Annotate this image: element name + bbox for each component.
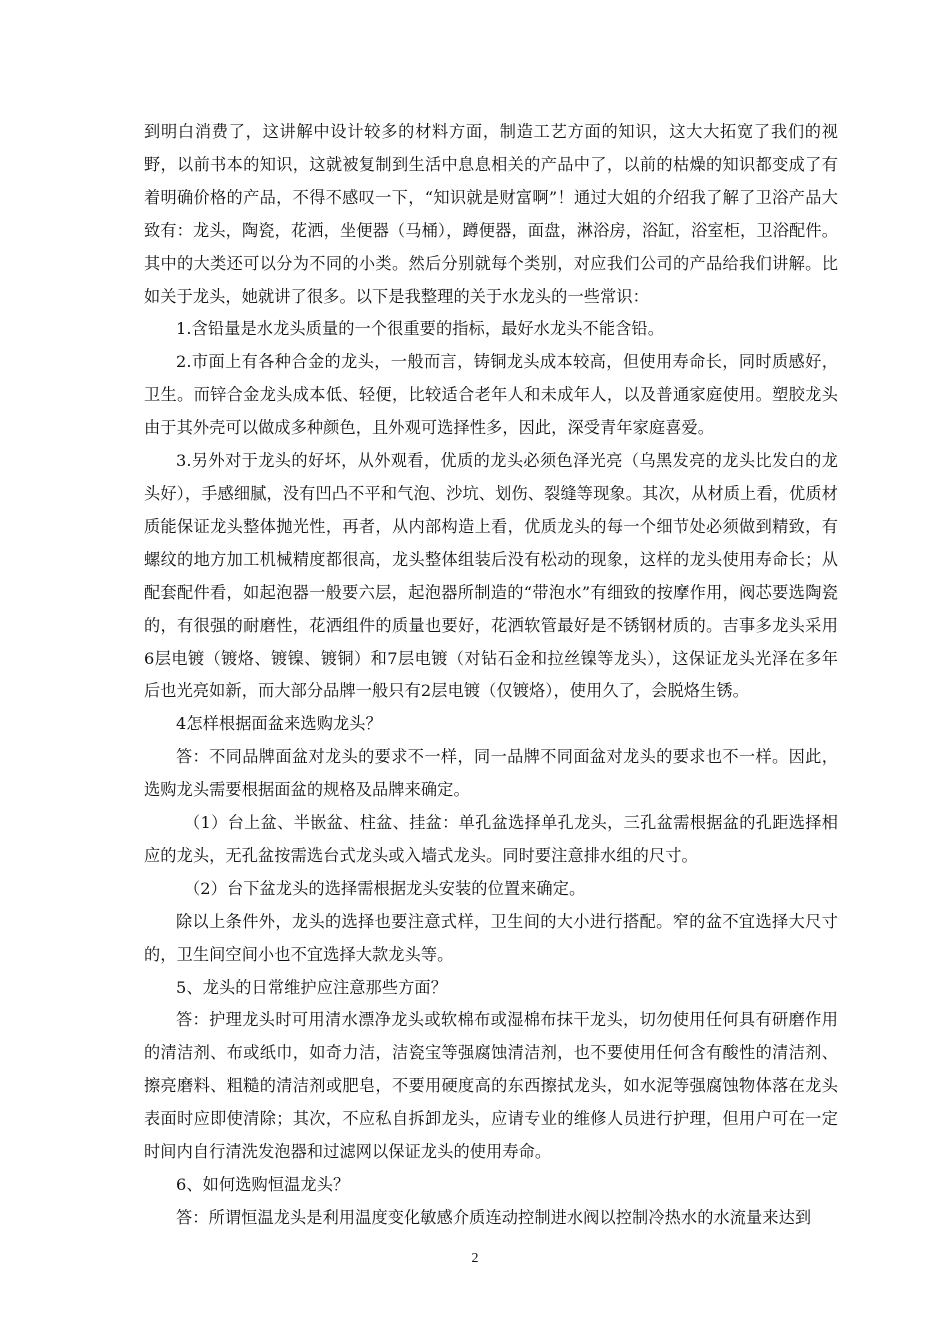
question-4-heading: 4怎样根据面盆来选购龙头？ — [176, 714, 382, 734]
point-2-paragraph: 2.市面上有各种合金的龙头，一般而言，铸铜龙头成本较高，但使用寿命长，同时质感好，卫生。而锌合金龙头成本低、轻便，比较适合老年人和未成年人，以及普通家庭使用。塑胶龙头由于其外壳可以做成多种颜色，且外观可选择性多，因此，深受青年家庭喜爱。 — [144, 352, 838, 438]
answer-4-note: 除以上条件外，龙头的选择也要注意式样，卫生间的大小进行搭配。窄的盆不宜选择大尺寸的，卫生间空间小也不宜选择大款龙头等。 — [144, 911, 838, 964]
body-paragraph: 到明白消费了，这讲解中设计较多的材料方面，制造工艺方面的知识，这大大拓宽了我们的视野，以前书本的知识，这就被复制到生活中息息相关的产品中了，以前的枯燥的知识都变成了有着明确价格的产品，不得不感叹一下，“知识就是财富啊”！通过大姐的介绍我了解了卫浴产品大致有：龙头，陶瓷，花洒，坐便器（马桶），蹲便器，面盘，淋浴房，浴缸，浴室柜，卫浴配件。其中的大类还可以分为不同的小类。然后分别就每个类别，对应我们公司的产品给我们讲解。比如关于龙头，她就讲了很多。以下是我整理的关于水龙头的一些常识： — [144, 122, 838, 306]
answer-4-item-2: （2）台下盆龙头的选择需根据龙头安装的位置来确定。 — [184, 878, 586, 898]
question-6-heading: 6、如何选购恒温龙头？ — [176, 1175, 350, 1194]
answer-6-paragraph: 答：所谓恒温龙头是利用温度变化敏感介质连动控制进水阀以控制冷热水的水流量来达到 — [176, 1207, 812, 1227]
question-5-heading: 5、龙头的日常维护应注意那些方面？ — [176, 977, 447, 997]
document-body — [144, 116, 838, 1235]
answer-4-paragraph: 答：不同品牌面盆对龙头的要求不一样，同一品牌不同面盆对龙头的要求也不一样。因此，选购龙头需要根据面盆的规格及品牌来确定。 — [144, 747, 838, 800]
page-number: 2 — [471, 1251, 479, 1266]
answer-4-item-1: （1）台上盆、半嵌盆、柱盆、挂盆：单孔盆选择单孔龙头，三孔盆需根据盆的孔距选择相应的龙头，无孔盆按需选台式龙头或入墙式龙头。同时要注意排水组的尺寸。 — [144, 813, 838, 865]
point-3-paragraph: 3.另外对于龙头的好坏，从外观看，优质的龙头必须色泽光亮（乌黑发亮的龙头比发白的龙头好），手感细腻，没有凹凸不平和气泡、沙坑、划伤、裂缝等现象。其次，从材质上看，优质材质能保证龙头整体抛光性，再者，从内部构造上看，优质龙头的每一个细节处必须做到精致，有螺纹的地方加工机械精度都很高，龙头整体组装后没有松动的现象，这样的龙头使用寿命长；从配套配件看，如起泡器一般要六层，起泡器所制造的“带泡水”有细致的按摩作用，阀芯要选陶瓷的，有很强的耐磨性，花洒组件的质量也要好，花洒软管最好是不锈钢材质的。吉事多龙头采用6层电镀（镀烙、镀镍、镀铜）和7层电镀（对钻石金和拉丝镍等龙头），这保证龙头光泽在多年后也光亮如新，而大部分品牌一般只有2层电镀（仅镀烙），使用久了，会脱烙生锈。 — [144, 451, 838, 701]
answer-5-paragraph: 答：护理龙头时可用清水漂净龙头或软棉布或湿棉布抹干龙头，切勿使用任何具有研磨作用的清洁剂、布或纸巾，如奇力洁，洁瓷宝等强腐蚀清洁剂，也不要使用任何含有酸性的清洁剂、擦亮磨料、粗糙的清洁剂或肥皂，不要用硬度高的东西擦拭龙头，如水泥等强腐蚀物体落在龙头表面时应即使清除；其次，不应私自拆卸龙头，应请专业的维修人员进行护理，但用户可在一定时间内自行清洗发泡器和过滤网以保证龙头的使用寿命。 — [144, 1010, 838, 1162]
point-1-paragraph: 1.含铅量是水龙头质量的一个很重要的指标，最好水龙头不能含铅。 — [176, 319, 664, 339]
